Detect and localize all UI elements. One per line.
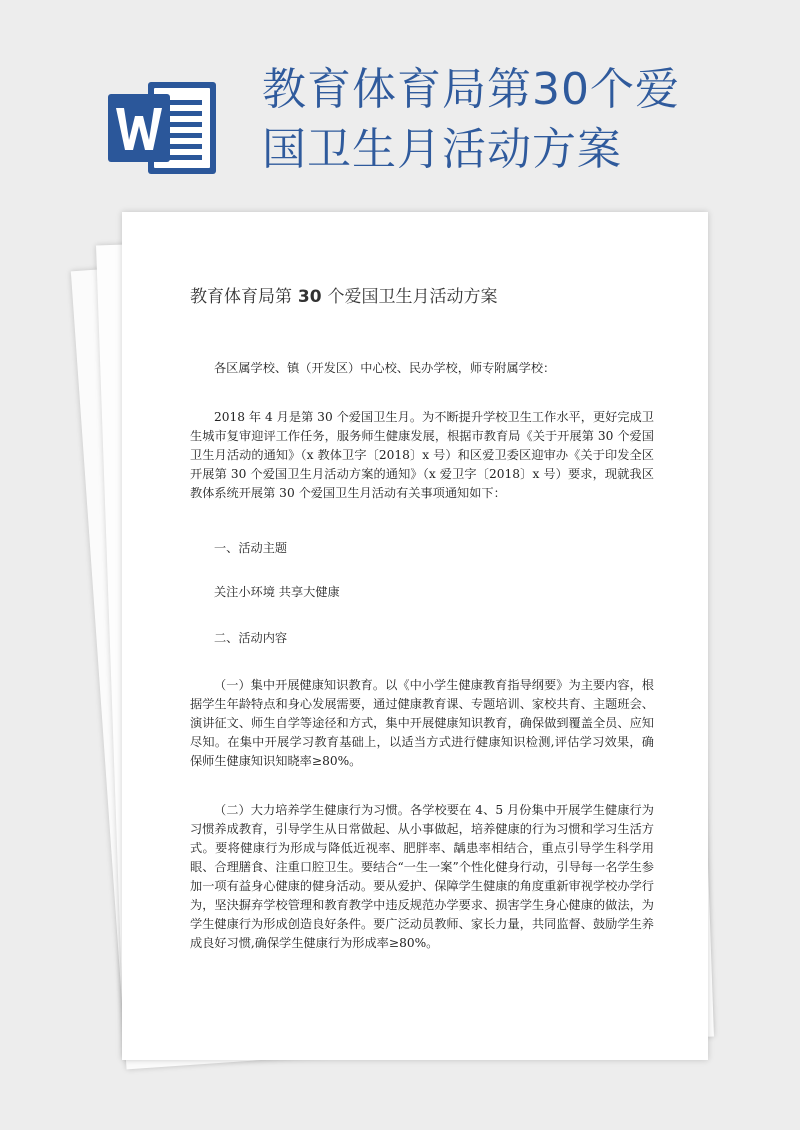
activity-theme: 关注小环境 共享大健康 <box>214 585 340 599</box>
document-title-number: 30 <box>292 287 328 307</box>
document-body <box>190 282 654 953</box>
intro-paragraph: 2018 年 4 月是第 30 个爱国卫生月。为不断提升学校卫生工作水平，更好完成卫生城市复审迎评工作任务，服务师生健康发展，根据市教育局《关于开展第 30 个爱国卫生月活动的通知》（x 教体卫字〔2018〕x 号）和区爱卫委区迎审办《关于印发全区开展第 30 个爱国卫生月活动方案的通知》（x 爱卫字〔2018〕x 号）要求，现就我区教体系统开展第 30 个爱国卫生月活动有关事项通知如下： <box>190 410 654 500</box>
section1-heading: 一、活动主题 <box>214 541 288 555</box>
document-title-prefix: 教育体育局第 <box>190 287 292 307</box>
document-title-suffix: 个爱国卫生月活动方案 <box>327 287 498 307</box>
header-title-line2: 国卫生月活动方案 <box>262 124 622 175</box>
word-document-icon <box>108 80 220 176</box>
document-title <box>190 282 654 307</box>
document-page <box>122 212 708 1060</box>
content-item-2: （二）大力培养学生健康行为习惯。各学校要在 4、5 月份集中开展学生健康行为习惯养成教育，引导学生从日常做起、从小事做起，培养健康的行为习惯和学习生活方式。要将健康行为形成与降低近视率、肥胖率、龋患率相结合，重点引导学生科学用眼、合理膳食、注重口腔卫生。要结合“一生一案”个性化健身行动，引导每一名学生参加一项有益身心健康的健身活动。要从爱护、保障学生健康的角度重新审视学校办学行为，坚決摒弃学校管理和教育教学中违反规范办学要求、损害学生身心健康的做法，为学生健康行为形成创造良好条件。要广泛动员教师、家长力量，共同监督、鼓励学生养成良好习惯,确保学生健康行为形成率≥80%。 <box>190 803 654 950</box>
content-item-1: （一）集中开展健康知识教育。以《中小学生健康教育指导纲要》为主要内容，根据学生年龄特点和身心发展需要，通过健康教育课、专题培训、家校共育、主题班会、演讲征文、师生自学等途径和方式，集中开展健康知识教育，确保做到覆盖全员、应知尽知。在集中开展学习教育基础上，以适当方式进行健康知识检测,评估学习效果，确保师生健康知识知晓率≥80%。 <box>190 678 654 768</box>
section2-heading: 二、活动内容 <box>214 631 288 645</box>
header-title-line1: 教育体育局第30个爱 <box>262 64 680 115</box>
header-title <box>262 60 682 180</box>
salutation: 各区属学校、镇（开发区）中心校、民办学校，师专附属学校： <box>214 361 556 375</box>
